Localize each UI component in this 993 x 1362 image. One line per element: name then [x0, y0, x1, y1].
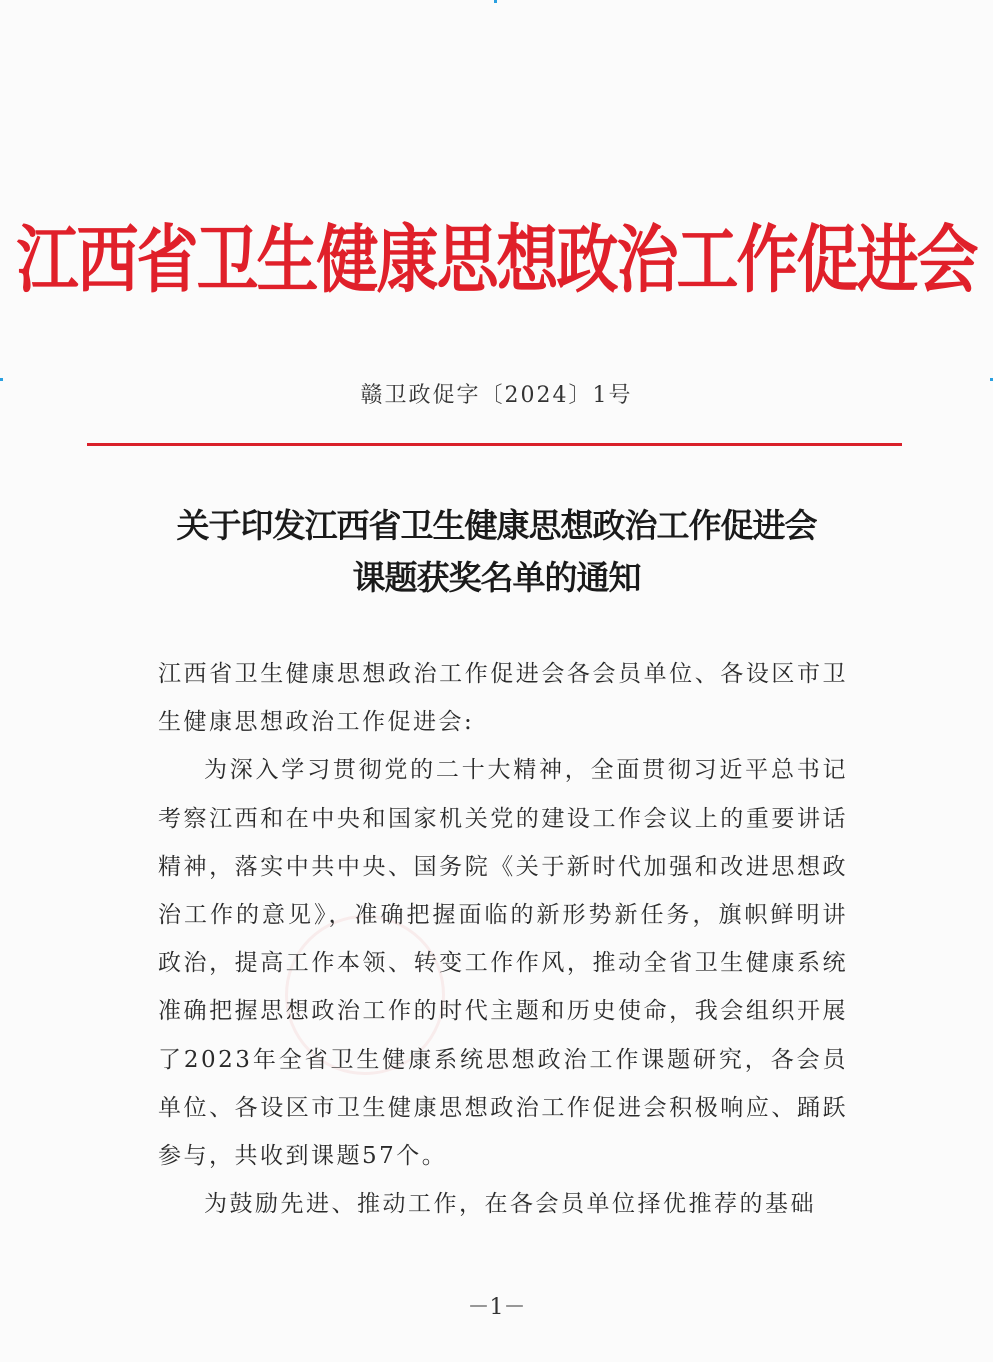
document-number: 赣卫政促字〔2024〕1号: [360, 383, 633, 408]
body-paragraph-1: 为深入学习贯彻党的二十大精神，全面贯彻习近平总书记考察江西和在中央和国家机关党的建设工作会议上的重要讲话精神，落实中共中央、国务院《关于新时代加强和改进思想政治工作的意见》，准确把握面临的新形势新任务，旗帜鲜明讲政治，提高工作本领、转变工作作风，推动全省卫生健康系统准确把握思想政治工作的时代主题和历史使命，我会组织开展了2023年全省卫生健康系统思想政治工作课题研究，各会员单位、各设区市卫生健康思想政治工作促进会积极响应、踊跃参与，共收到课题57个。: [158, 757, 848, 1170]
red-divider-line: [87, 443, 902, 446]
scan-corner-mark: [494, 0, 497, 3]
page-number: －1－: [467, 1295, 526, 1320]
notice-title-line-1: 关于印发江西省卫生健康思想政治工作促进会: [176, 506, 817, 545]
notice-body: [158, 650, 848, 1228]
body-paragraph-2: 为鼓励先进、推动工作，在各会员单位择优推荐的基础: [204, 1191, 816, 1218]
masthead-title: 江西省卫生健康思想政治工作促进会: [16, 216, 977, 303]
notice-title: [0, 500, 993, 604]
notice-title-line-2: 课题获奖名单的通知: [352, 558, 641, 597]
salutation: 江西省卫生健康思想政治工作促进会各会员单位、各设区市卫生健康思想政治工作促进会:: [158, 661, 848, 736]
